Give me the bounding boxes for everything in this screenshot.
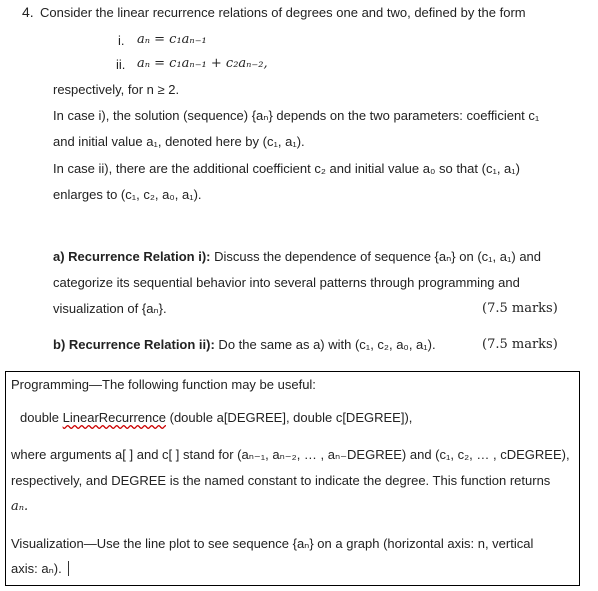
visualization-line1: Visualization—Use the line plot to see sequence {aₙ} on a graph (horizontal axis: n, vertical [11, 536, 534, 551]
part-a-line1: Discuss the dependence of sequence {aₙ} on (c₁, a₁) and [210, 249, 542, 264]
text-cursor[interactable] [68, 561, 69, 576]
where-line1: where arguments a[ ] and c[ ] stand for (aₙ₋₁, aₙ₋₂, … , aₙ₋DEGREE) and (c₁, c₂, … , cDEGREE), [11, 447, 570, 462]
part-b-text: Do the same as a) with (c₁, c₂, a₀, a₁). [214, 337, 436, 352]
function-signature [20, 410, 412, 425]
case-i-line1: In case i), the solution (sequence) {aₙ} depends on the two parameters: coefficient c₁ [53, 108, 540, 123]
formula-i: aₙ = c₁aₙ₋₁ [137, 32, 207, 47]
part-a-line2: categorize its sequential behavior into several patterns through programming and [53, 275, 520, 290]
formula-i-label: i. [118, 33, 125, 48]
part-a-marks: (7.5 marks) [482, 301, 558, 316]
programming-text: Programming—The following function may be useful: [11, 377, 316, 392]
case-i-line2: and initial value a₁, denoted here by (c₁, a₁). [53, 134, 305, 149]
question-intro: Consider the linear recurrence relations of degrees one and two, defined by the form [40, 5, 526, 20]
case-ii-line2: enlarges to (c₁, c₂, a₀, a₁). [53, 187, 202, 202]
part-b-title: b) Recurrence Relation ii): [53, 337, 215, 352]
part-a-line3: visualization of {aₙ}. [53, 301, 167, 316]
where-line3: aₙ. [11, 499, 29, 514]
signature-suffix: (double a[DEGREE], double c[DEGREE]), [166, 410, 413, 425]
signature-prefix: double [20, 410, 63, 425]
formula-ii: aₙ = c₁aₙ₋₁ + c₂aₙ₋₂, [137, 56, 268, 71]
formula-ii-label: ii. [116, 57, 126, 72]
case-ii-line1: In case ii), there are the additional coefficient c₂ and initial value a₀ so that (c₁, a₁) [53, 161, 521, 176]
respectively-text: respectively, for n ≥ 2. [53, 82, 180, 97]
question-number: 4. [22, 4, 34, 20]
where-line2: respectively, and DEGREE is the named constant to indicate the degree. This function returns [11, 473, 551, 488]
function-name: LinearRecurrence [62, 410, 166, 425]
part-a-title: a) Recurrence Relation i): [53, 249, 211, 264]
visualization-line2: axis: aₙ). [11, 561, 62, 576]
programming-box [5, 371, 580, 586]
part-b-marks: (7.5 marks) [482, 337, 558, 352]
